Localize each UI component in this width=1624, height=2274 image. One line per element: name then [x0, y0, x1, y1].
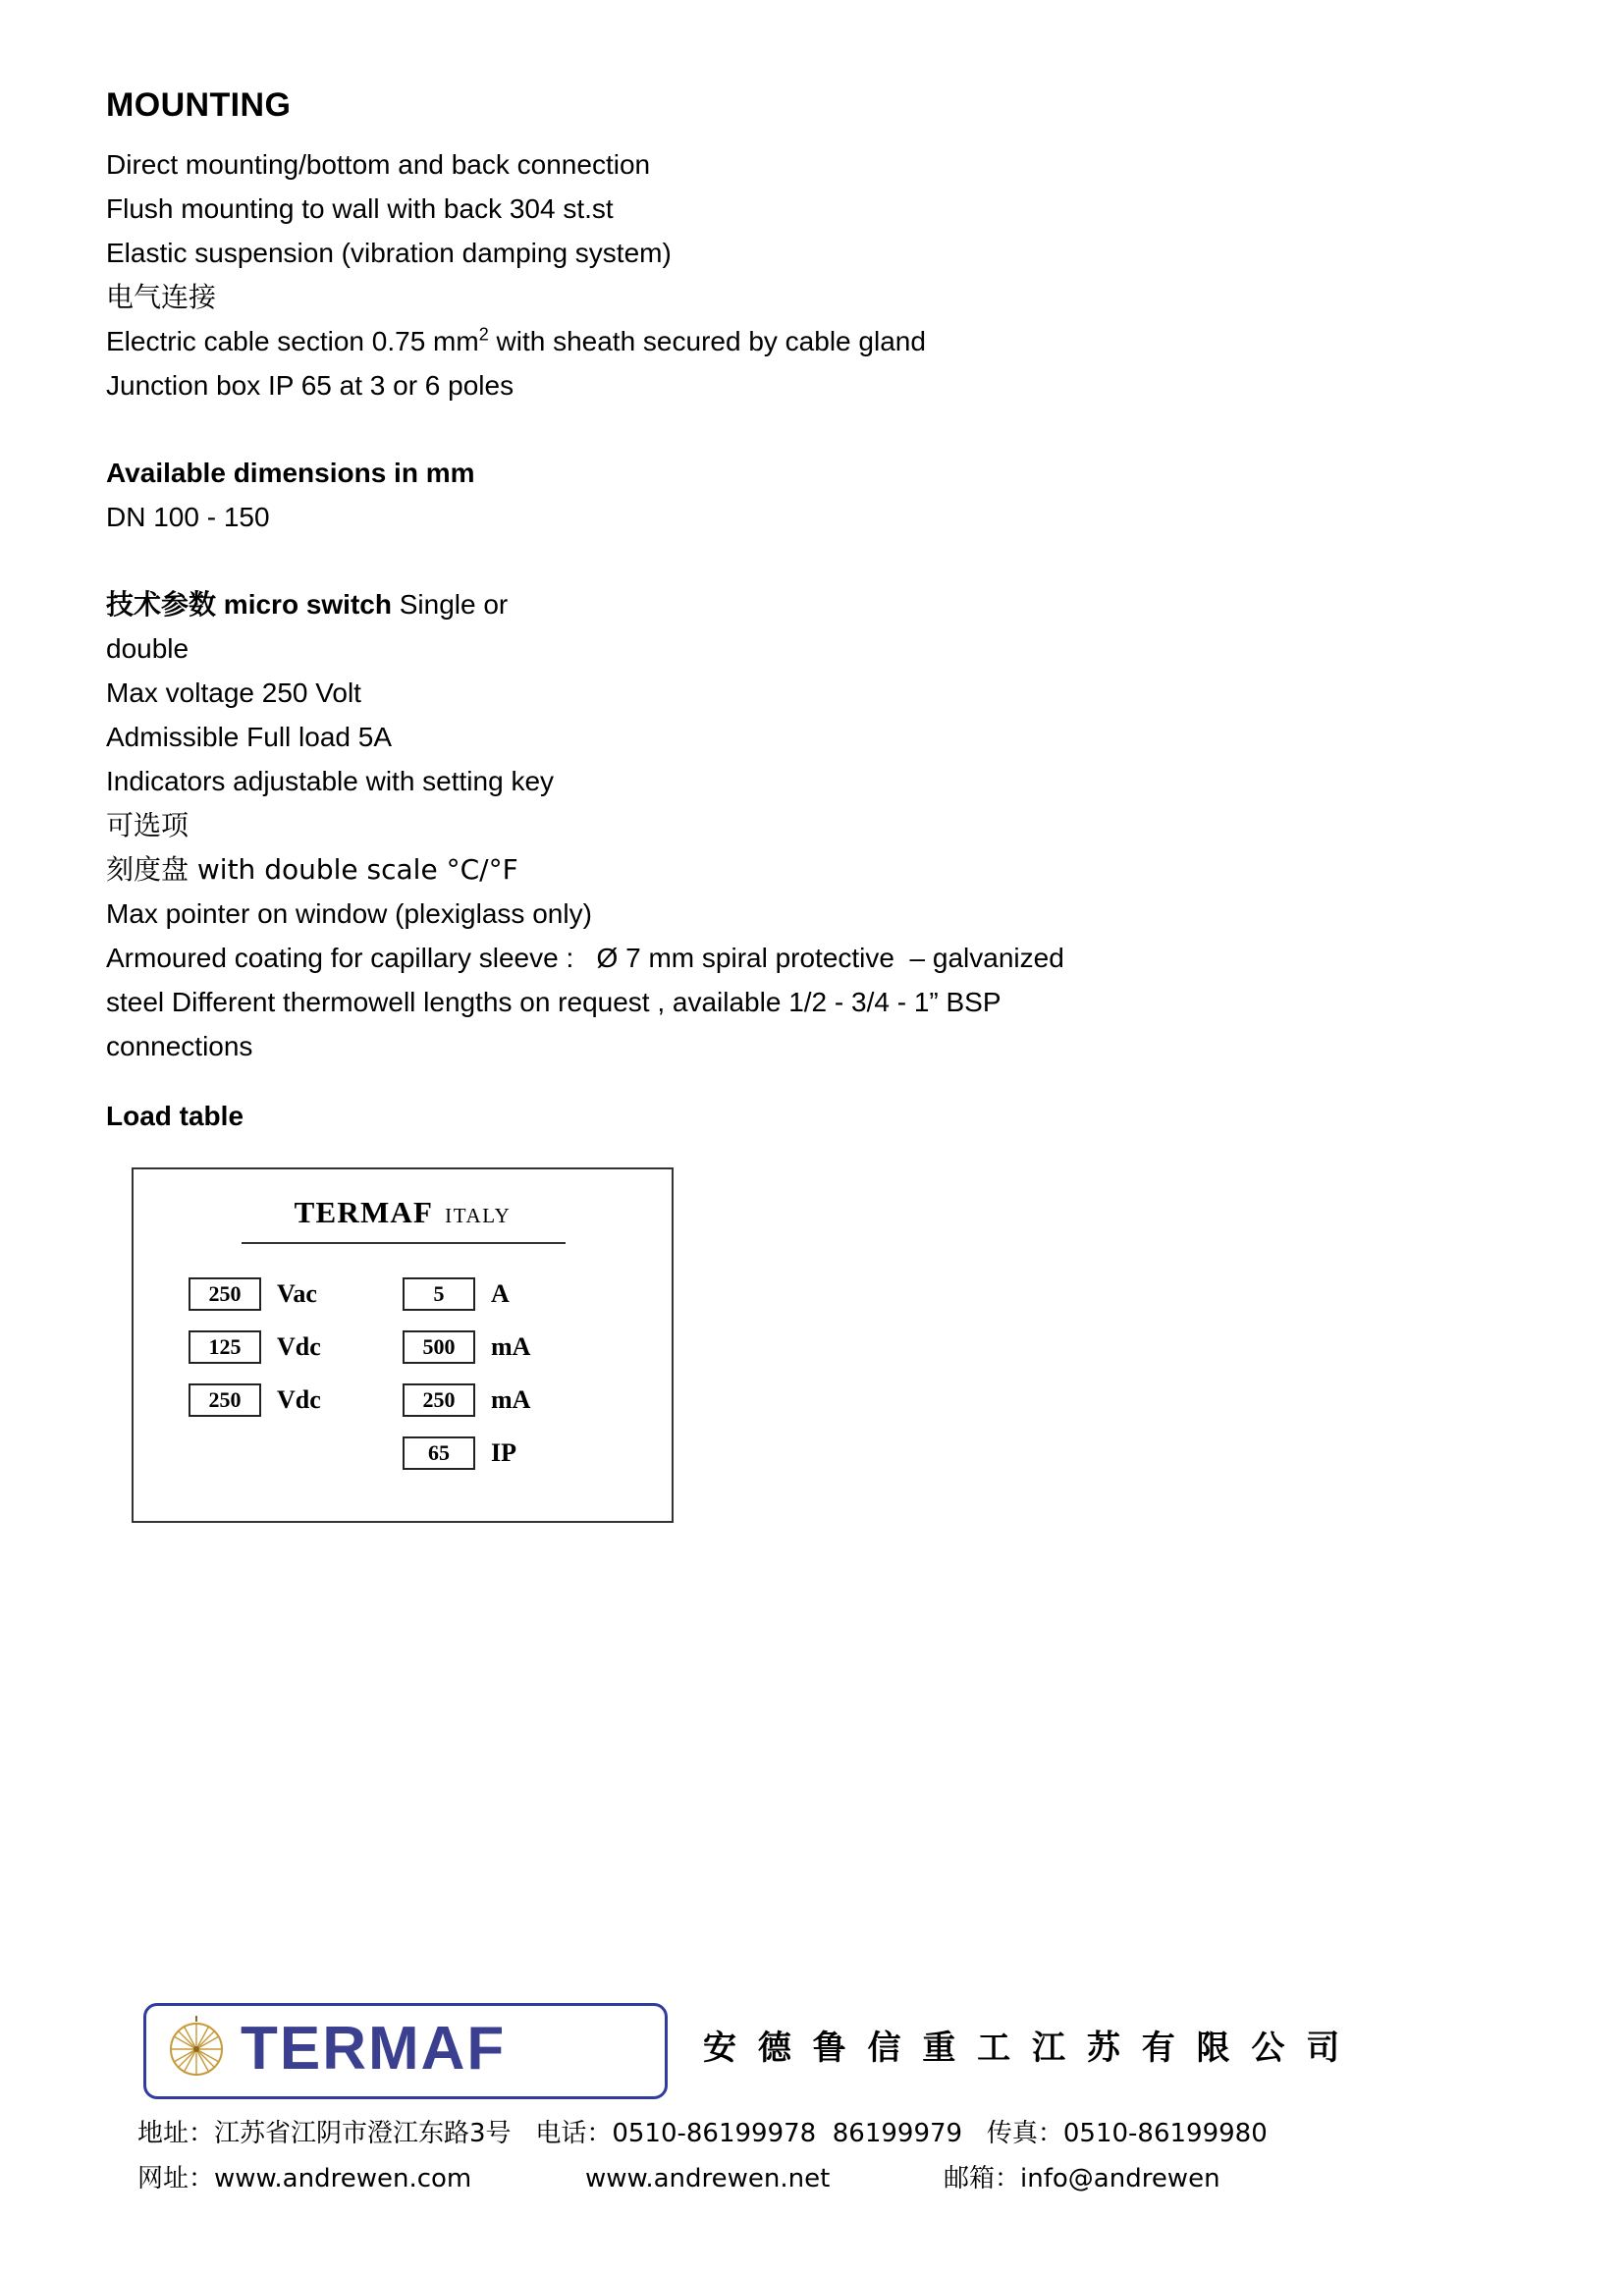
load-table-unit: Vdc [277, 1332, 321, 1361]
load-table-value: 65 [403, 1436, 475, 1470]
tech-parameters-heading-cn: 技术参数 [106, 588, 217, 621]
contact-line-web: 网址：www.andrewen.com www.andrewen.net 邮箱：info@andrewen [137, 2164, 1220, 2193]
available-dimensions-heading: Available dimensions in mm [106, 458, 475, 488]
load-table-cell-right [359, 1277, 605, 1311]
tech-parameters-heading [106, 582, 1500, 626]
load-table-row [134, 1321, 672, 1374]
tech-line-4: Indicators adjustable with setting key [106, 766, 555, 796]
load-table-unit: Vac [277, 1279, 317, 1308]
load-table-row [134, 1268, 672, 1321]
electrical-connection-heading: 电气连接 [106, 281, 217, 313]
electric-cable-superscript: 2 [478, 324, 489, 345]
termaf-logo-text: TERMAF [241, 2015, 507, 2083]
load-table-value: 500 [403, 1330, 475, 1364]
tech-line-2: Max voltage 250 Volt [106, 677, 361, 708]
load-table-value: 250 [189, 1277, 261, 1311]
load-table-brand-country: ITALY [445, 1204, 512, 1227]
load-table-cell-right [359, 1436, 605, 1470]
options-line-3: Armoured coating for capillary sleeve : Ø 7 mm spiral protective – galvanized [106, 943, 1064, 973]
options-line-5: connections [106, 1031, 253, 1061]
load-table-unit: IP [491, 1438, 516, 1467]
termaf-logo [143, 2003, 668, 2099]
load-table-cell-left [134, 1330, 359, 1364]
load-table-heading: Load table [106, 1101, 244, 1131]
load-table-unit: Vdc [277, 1385, 321, 1414]
load-table-brand [134, 1195, 672, 1230]
load-table-value: 250 [189, 1383, 261, 1417]
page-title: MOUNTING [106, 86, 292, 124]
load-table-cell-right [359, 1383, 605, 1417]
spacer [106, 407, 1500, 451]
tech-line-3: Admissible Full load 5A [106, 722, 393, 752]
load-table-unit: mA [491, 1332, 531, 1361]
load-table-grid [134, 1268, 672, 1480]
mounting-line-2: Flush mounting to wall with back 304 st.st [106, 193, 614, 224]
available-dimensions-value: DN 100 - 150 [106, 502, 270, 532]
contact-line-address: 地址：江苏省江阴市澄江东路3号 电话：0510-86199978 86199979 传真：0510-86199980 [137, 2119, 1268, 2148]
fan-wheel-icon [164, 2016, 229, 2084]
load-table-unit: mA [491, 1385, 531, 1414]
mounting-line-1: Direct mounting/bottom and back connection [106, 149, 651, 180]
tech-parameters-heading-bold: micro switch [216, 589, 392, 620]
tech-line-1: double [106, 633, 189, 664]
options-line-1: 刻度盘 with double scale °C/°F [106, 853, 518, 886]
load-table-value: 5 [403, 1277, 475, 1311]
electric-cable-suffix: with sheath secured by cable gland [488, 326, 926, 356]
mounting-line-3: Elastic suspension (vibration damping system) [106, 238, 672, 268]
load-table-value: 250 [403, 1383, 475, 1417]
load-table-cell-right [359, 1330, 605, 1364]
company-name-cn: 安 德 鲁 信 重 工 江 苏 有 限 公 司 [703, 2029, 1345, 2068]
electric-cable-prefix: Electric cable section 0.75 mm [106, 326, 479, 356]
spacer [106, 1068, 1500, 1094]
load-table-value: 125 [189, 1330, 261, 1364]
tech-parameters-heading-rest: Single or [391, 589, 509, 620]
electric-cable-line [106, 319, 1500, 363]
load-table-cell-left [134, 1383, 359, 1417]
load-table-unit: A [491, 1279, 510, 1308]
junction-box-line: Junction box IP 65 at 3 or 6 poles [106, 370, 514, 401]
options-heading: 可选项 [106, 809, 189, 841]
load-table-divider [242, 1242, 566, 1244]
load-table-row [134, 1374, 672, 1427]
spacer [106, 539, 1500, 582]
load-table-cell-left [134, 1277, 359, 1311]
load-table-brand-name: TERMAF [294, 1195, 434, 1229]
load-table-row [134, 1427, 672, 1480]
options-line-2: Max pointer on window (plexiglass only) [106, 898, 592, 929]
options-line-4: steel Different thermowell lengths on request , available 1/2 - 3/4 - 1” BSP [106, 987, 1001, 1017]
load-table-figure [132, 1167, 674, 1523]
document-content [106, 86, 1500, 1523]
